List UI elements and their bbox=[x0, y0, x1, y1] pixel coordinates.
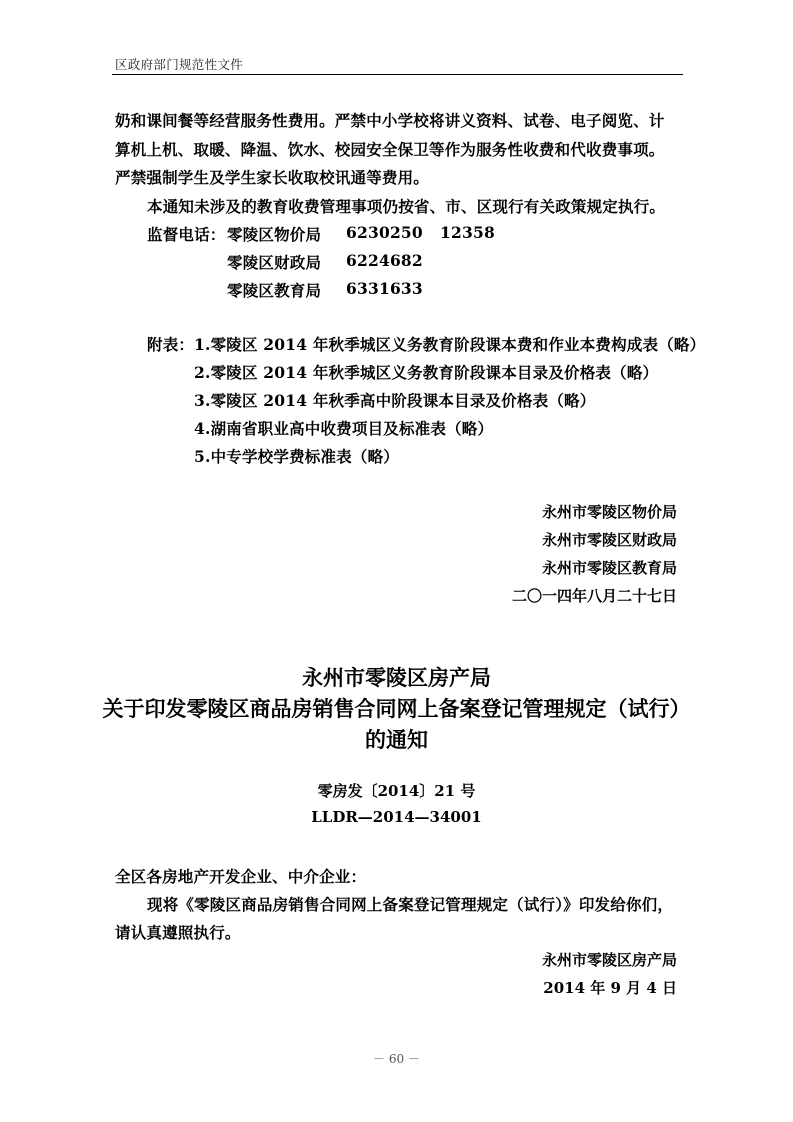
supervision-org: 零陵区财政局 bbox=[227, 253, 322, 272]
signature-date: 二〇一四年八月二十七日 bbox=[511, 587, 677, 605]
page-number: － 60 － bbox=[373, 1052, 420, 1066]
attachment-item: 3.零陵区 2014 年秋季高中阶段课本目录及价格表（略） bbox=[194, 391, 596, 410]
supervision-phone: 6331633 bbox=[346, 279, 423, 298]
supervision-label: 监督电话： bbox=[147, 225, 226, 244]
paragraph-line: 算机上机、取暖、降温、饮水、校园安全保卫等作为服务性收费和代收费事项。 bbox=[115, 140, 665, 159]
header-label: 区政府部门规范性文件 bbox=[115, 57, 244, 72]
supervision-phone: 6230250 bbox=[346, 223, 423, 242]
notice-title-subject: 关于印发零陵区商品房销售合同网上备案登记管理规定（试行） bbox=[102, 697, 691, 721]
signature-org: 永州市零陵区财政局 bbox=[541, 531, 677, 549]
header-divider bbox=[112, 74, 683, 75]
attachment-item: 5.中专学校学费标准表（略） bbox=[194, 447, 399, 466]
notice-title-issuer: 永州市零陵区房产局 bbox=[302, 666, 491, 690]
registration-code: LLDR—2014—34001 bbox=[311, 808, 482, 826]
attachment-item: 4.湖南省职业高中收费项目及标准表（略） bbox=[194, 419, 494, 438]
doc-number: 零房发〔2014〕21 号 bbox=[317, 782, 476, 800]
notice-title-suffix: 的通知 bbox=[365, 728, 428, 752]
notice-issuer: 永州市零陵区房产局 bbox=[541, 951, 677, 969]
paragraph-line: 本通知未涉及的教育收费管理事项仍按省、市、区现行有关政策规定执行。 bbox=[147, 197, 666, 216]
body-line: 请认真遵照执行。 bbox=[115, 923, 241, 942]
attachment-item: 1.零陵区 2014 年秋季城区义务教育阶段课本费和作业本费构成表（略） bbox=[194, 335, 706, 354]
paragraph-line: 奶和课间餐等经营服务性费用。严禁中小学校将讲义资料、试卷、电子阅览、计 bbox=[115, 111, 665, 130]
supervision-org: 零陵区教育局 bbox=[227, 281, 322, 300]
notice-date: 2014 年 9 月 4 日 bbox=[543, 979, 677, 997]
body-line: 现将《零陵区商品房销售合同网上备案登记管理规定（试行）》印发给你们， bbox=[147, 895, 674, 914]
attachments-label: 附表： bbox=[147, 335, 195, 354]
signature-org: 永州市零陵区物价局 bbox=[541, 503, 677, 521]
supervision-phone: 6224682 bbox=[346, 251, 423, 270]
signature-org: 永州市零陵区教育局 bbox=[541, 559, 677, 577]
attachment-item: 2.零陵区 2014 年秋季城区义务教育阶段课本目录及价格表（略） bbox=[194, 363, 659, 382]
paragraph-line: 严禁强制学生及学生家长收取校讯通等费用。 bbox=[115, 168, 430, 187]
supervision-org: 零陵区物价局 bbox=[227, 225, 322, 244]
addressee: 全区各房地产开发企业、中介企业： bbox=[115, 867, 367, 886]
supervision-phone-alt: 12358 bbox=[440, 223, 495, 242]
